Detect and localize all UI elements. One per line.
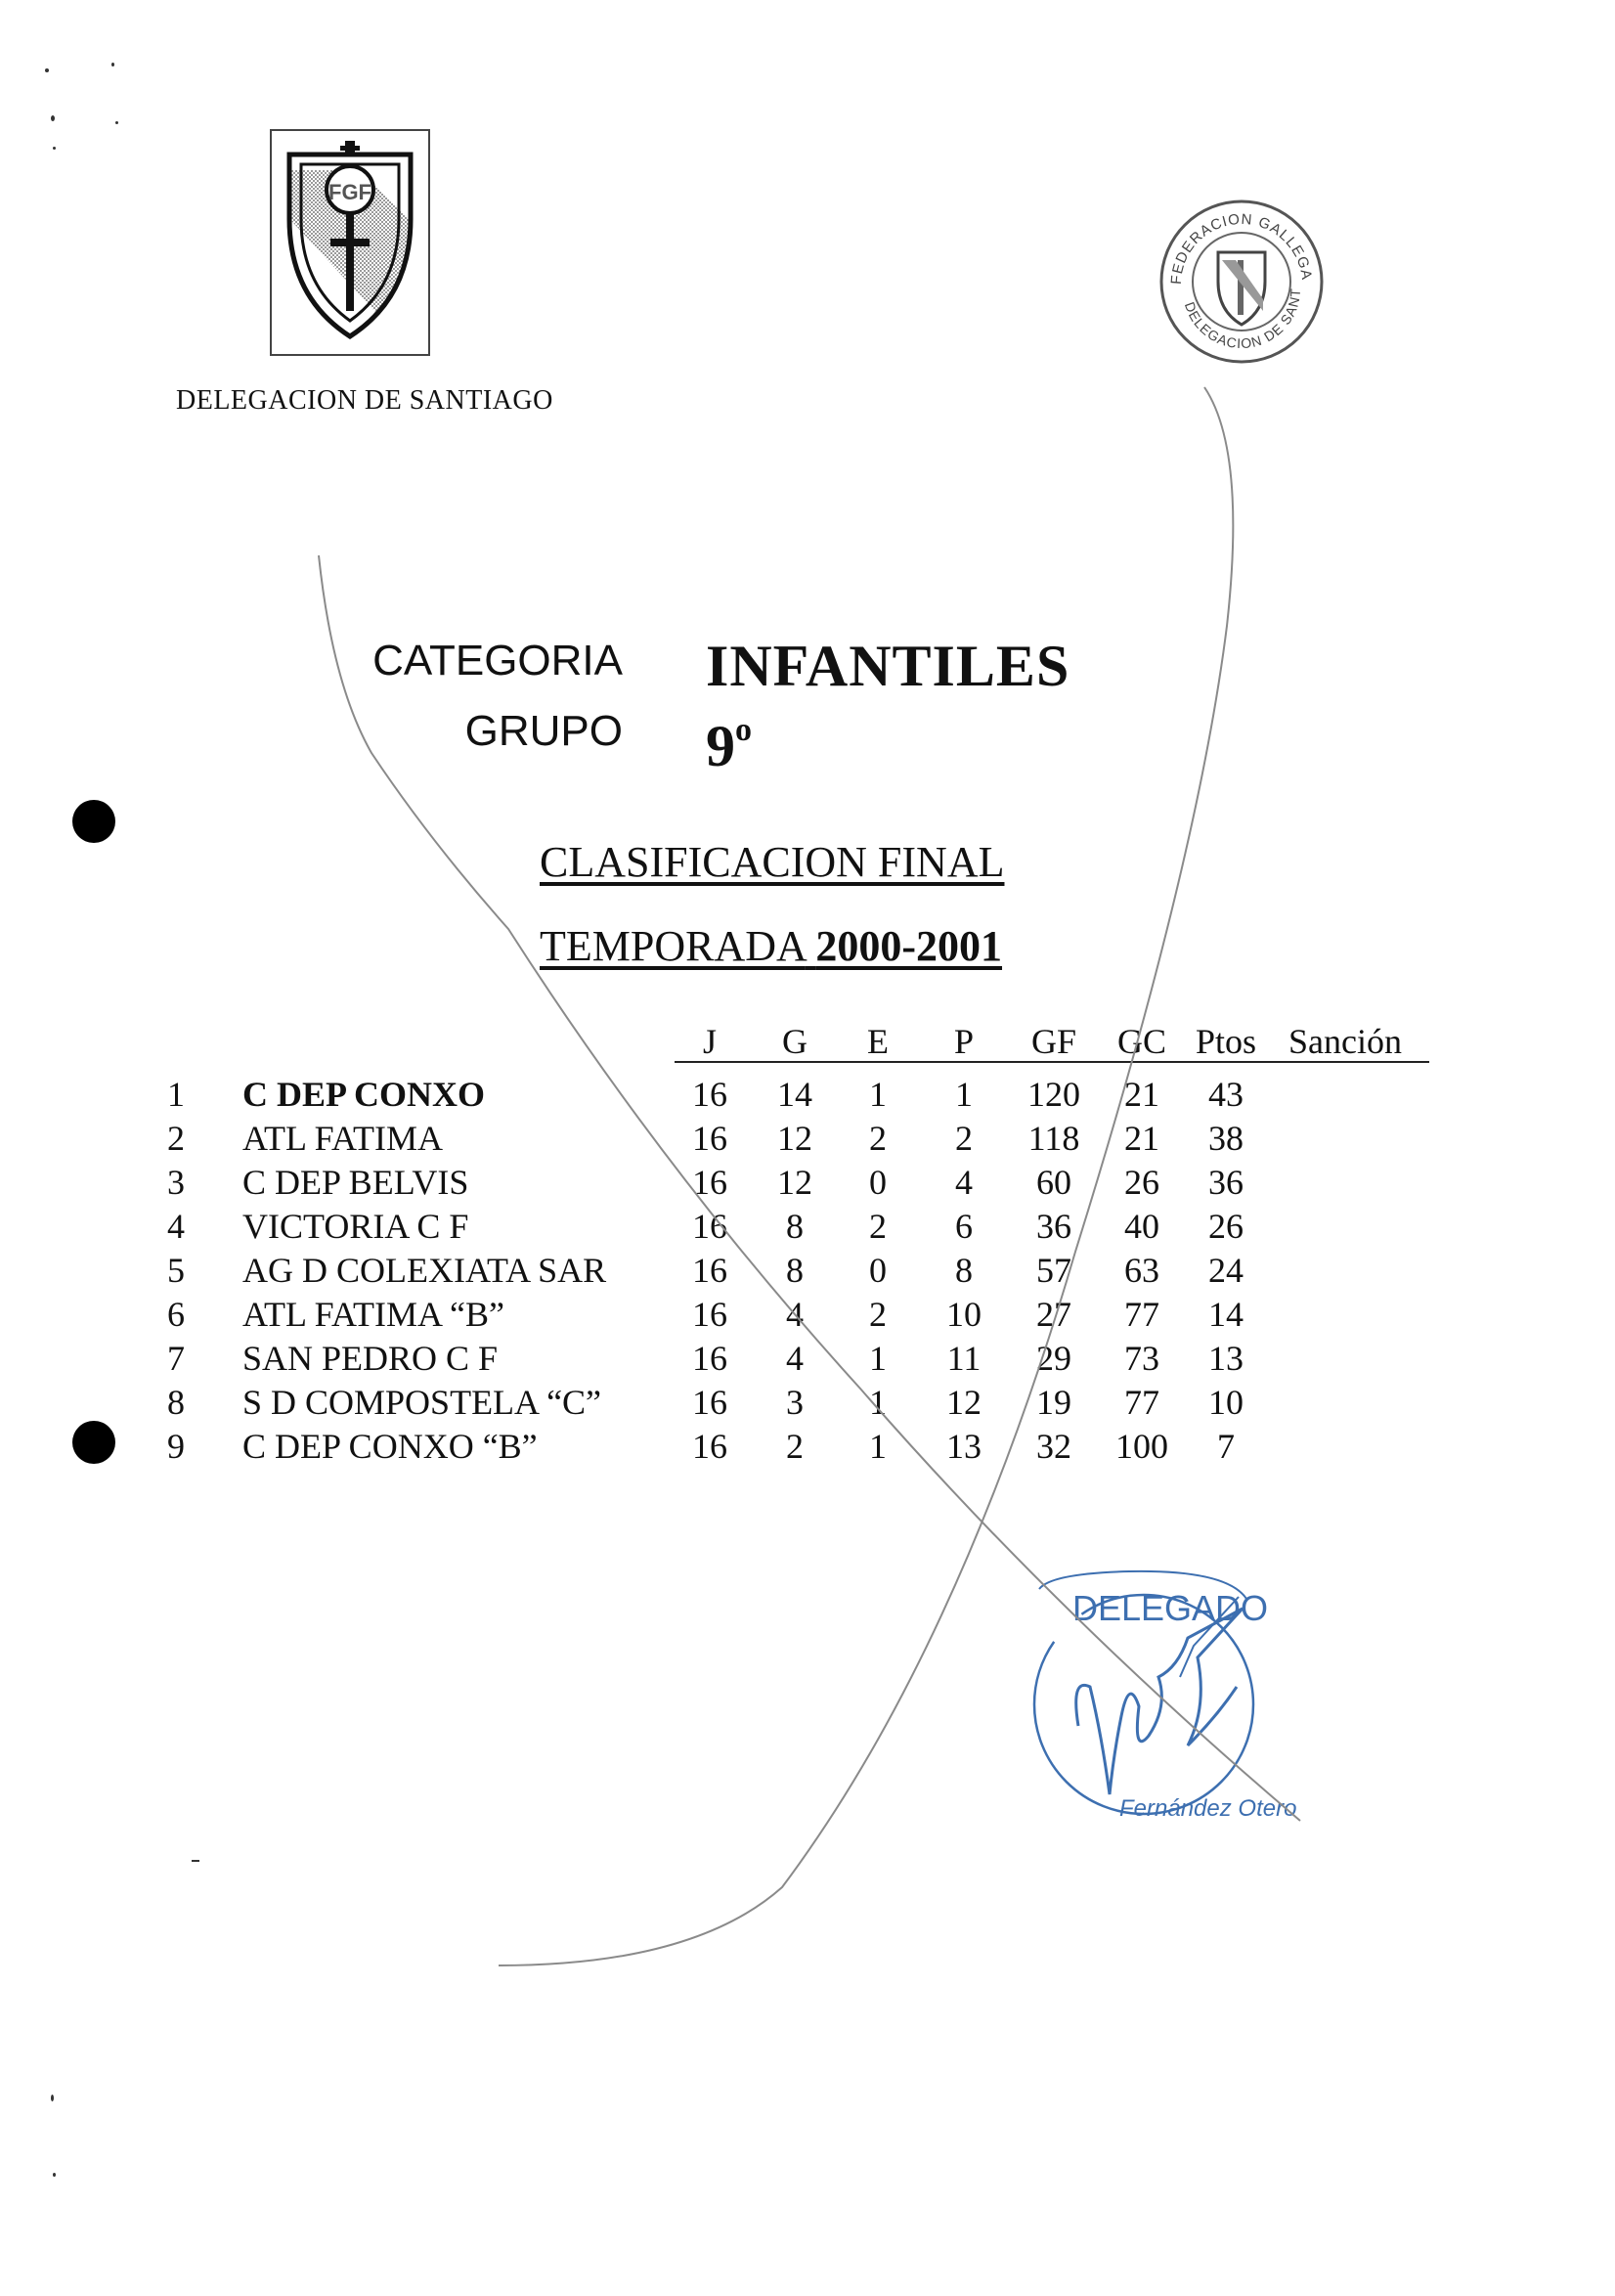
scan-speck: [53, 147, 56, 150]
season-value: 2000-2001: [815, 922, 1003, 970]
cell-e: 1: [869, 1427, 887, 1466]
cell-g: 8: [786, 1207, 804, 1246]
cell-j: 16: [692, 1427, 727, 1466]
col-header-gf: GF: [1030, 1022, 1077, 1061]
row-position: 4: [167, 1207, 185, 1246]
cell-e: 0: [869, 1163, 887, 1202]
cell-gc: 21: [1124, 1119, 1159, 1158]
row-position: 6: [167, 1295, 185, 1334]
cell-gc: 40: [1124, 1207, 1159, 1246]
cell-e: 0: [869, 1251, 887, 1290]
table-row: [0, 1338, 1615, 1381]
crest-monogram: FGF: [328, 180, 371, 204]
cell-e: 1: [869, 1383, 887, 1422]
cell-e: 2: [869, 1207, 887, 1246]
row-position: 7: [167, 1339, 185, 1378]
cell-ptos: 26: [1208, 1207, 1244, 1246]
col-header-p: P: [953, 1022, 975, 1061]
cell-ptos: 7: [1217, 1427, 1235, 1466]
cell-gc: 26: [1124, 1163, 1159, 1202]
cell-g: 12: [777, 1163, 812, 1202]
cell-gc: 77: [1124, 1295, 1159, 1334]
scan-speck: [192, 1860, 199, 1862]
cell-ptos: 13: [1208, 1339, 1244, 1378]
cell-e: 1: [869, 1339, 887, 1378]
col-header-sancion: Sanción: [1288, 1022, 1402, 1061]
table-row: [0, 1074, 1615, 1117]
category-value: INFANTILES: [706, 634, 1070, 698]
row-position: 2: [167, 1119, 185, 1158]
cell-ptos: 43: [1208, 1075, 1244, 1114]
cell-g: 12: [777, 1119, 812, 1158]
cell-j: 16: [692, 1295, 727, 1334]
cell-gf: 32: [1036, 1427, 1071, 1466]
team-name: S D COMPOSTELA “C”: [242, 1383, 602, 1422]
group-number: 9: [706, 714, 735, 778]
cell-g: 3: [786, 1383, 804, 1422]
cell-gc: 73: [1124, 1339, 1159, 1378]
team-name: C DEP CONXO “B”: [242, 1427, 538, 1466]
scan-speck: [51, 2095, 54, 2101]
federation-crest: [270, 129, 430, 356]
cell-ptos: 14: [1208, 1295, 1244, 1334]
cell-gc: 21: [1124, 1075, 1159, 1114]
group-ordinal: o: [735, 712, 752, 748]
cell-gf: 27: [1036, 1295, 1071, 1334]
season-label: TEMPORADA: [540, 922, 806, 970]
delegate-signature-stamp: [1012, 1560, 1325, 1833]
cell-j: 16: [692, 1075, 727, 1114]
binder-hole-top: [72, 800, 115, 843]
scan-speck: [51, 115, 55, 121]
scan-speck: [115, 121, 118, 124]
cell-j: 16: [692, 1207, 727, 1246]
cell-e: 2: [869, 1295, 887, 1334]
cell-gf: 36: [1036, 1207, 1071, 1246]
cell-j: 16: [692, 1339, 727, 1378]
cell-p: 4: [955, 1163, 973, 1202]
cell-g: 4: [786, 1339, 804, 1378]
cell-g: 8: [786, 1251, 804, 1290]
cell-gf: 29: [1036, 1339, 1071, 1378]
team-name: AG D COLEXIATA SAR: [242, 1251, 607, 1290]
cell-p: 11: [946, 1339, 982, 1378]
cell-gc: 100: [1115, 1427, 1168, 1466]
cell-gf: 118: [1027, 1119, 1080, 1158]
table-row: [0, 1250, 1615, 1293]
scan-speck: [45, 68, 49, 72]
team-name: C DEP CONXO: [242, 1075, 486, 1114]
cell-gf: 60: [1036, 1163, 1071, 1202]
cell-p: 10: [946, 1295, 982, 1334]
team-name: C DEP BELVIS: [242, 1163, 469, 1202]
team-name: VICTORIA C F: [242, 1207, 469, 1246]
group-value: [706, 712, 752, 780]
scan-speck: [111, 63, 114, 66]
cell-gf: 120: [1027, 1075, 1080, 1114]
col-header-gc: GC: [1116, 1022, 1167, 1061]
cell-ptos: 24: [1208, 1251, 1244, 1290]
team-name: ATL FATIMA: [242, 1119, 443, 1158]
table-row: [0, 1382, 1615, 1425]
stamp-name: Fernández Otero: [1119, 1795, 1297, 1822]
cell-j: 16: [692, 1119, 727, 1158]
cell-g: 14: [777, 1075, 812, 1114]
team-name: ATL FATIMA “B”: [242, 1295, 504, 1334]
cell-ptos: 36: [1208, 1163, 1244, 1202]
col-header-g: G: [782, 1022, 808, 1061]
seal-inner-text: DELEGACION DE SANT: [1181, 287, 1304, 352]
cell-p: 12: [946, 1383, 982, 1422]
cell-gf: 57: [1036, 1251, 1071, 1290]
cell-e: 1: [869, 1075, 887, 1114]
cell-ptos: 38: [1208, 1119, 1244, 1158]
cell-j: 16: [692, 1251, 727, 1290]
cell-p: 6: [955, 1207, 973, 1246]
cell-p: 1: [955, 1075, 973, 1114]
category-label: CATEGORIA: [372, 637, 623, 684]
season-line: [540, 921, 1002, 971]
cell-gf: 19: [1036, 1383, 1071, 1422]
table-row: [0, 1426, 1615, 1469]
stamp-title: DELEGADO: [1072, 1588, 1269, 1628]
federation-seal-stamp: [1154, 192, 1330, 368]
delegation-name: DELEGACION DE SANTIAGO: [176, 385, 553, 416]
header-rule: [675, 1061, 1429, 1063]
cell-g: 2: [786, 1427, 804, 1466]
row-position: 9: [167, 1427, 185, 1466]
table-row: [0, 1294, 1615, 1337]
row-position: 5: [167, 1251, 185, 1290]
table-row: [0, 1118, 1615, 1161]
scan-speck: [53, 2173, 56, 2177]
row-position: 3: [167, 1163, 185, 1202]
cell-g: 4: [786, 1295, 804, 1334]
cell-p: 8: [955, 1251, 973, 1290]
group-label: GRUPO: [464, 707, 623, 755]
row-position: 8: [167, 1383, 185, 1422]
team-name: SAN PEDRO C F: [242, 1339, 499, 1378]
cell-j: 16: [692, 1163, 727, 1202]
row-position: 1: [167, 1075, 185, 1114]
table-row: [0, 1162, 1615, 1205]
col-header-j: J: [702, 1022, 718, 1061]
table-row: [0, 1206, 1615, 1249]
cell-j: 16: [692, 1383, 727, 1422]
standings-table: [0, 1007, 1615, 1467]
cell-p: 2: [955, 1119, 973, 1158]
seal-outer-text: FEDERACION GALLEGA: [1167, 210, 1315, 286]
cell-p: 13: [946, 1427, 982, 1466]
cell-gc: 77: [1124, 1383, 1159, 1422]
col-header-e: E: [867, 1022, 889, 1061]
classification-title: CLASIFICACION FINAL: [540, 838, 1005, 886]
cell-e: 2: [869, 1119, 887, 1158]
cell-gc: 63: [1124, 1251, 1159, 1290]
col-header-ptos: Ptos: [1195, 1022, 1257, 1061]
cell-ptos: 10: [1208, 1383, 1244, 1422]
